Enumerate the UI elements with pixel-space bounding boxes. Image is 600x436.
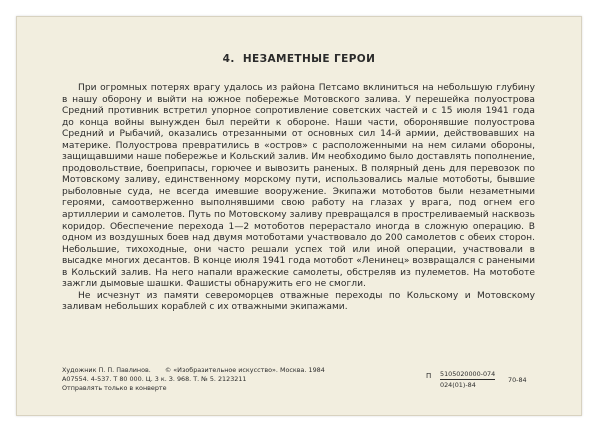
print-info: А07554. 4-537. Т 80 000. Ц. 3 к. З. 968. Т. № 5. 2123211: [62, 375, 247, 383]
code-top: 5105020000-074: [440, 370, 496, 378]
heading-title: НЕЗАМЕТНЫЕ ГЕРОИ: [242, 53, 376, 65]
heading: [17, 53, 581, 65]
heading-number: 4.: [222, 53, 235, 65]
code-letter: П: [426, 372, 432, 380]
artist-credit: Художник П. П. Павлинов.: [62, 366, 151, 374]
paragraph-1: При огромных потерях врагу удалось из района Петсамо вклиниться на небольшую глубину в нашу оборону и выйти на южное побережье Мотовского залива. У перешейка полуострова Средний противник встретил упорное сопротивление советских частей и с 15 июля 1941 года до конца войны вынужден был перейти к обороне. Наши части, оборонявшие полуострова Средний и Рыбачий, оказались отрезанными от основных сил 14-й армии, действовавших на материке. Полуострова превратились в «остров» с расположенными на нем силами обороны, защищавшими наше побережье и Кольский залив. Им необходимо было доставлять пополнение, продовольствие, боеприпасы, горючее и вывозить раненых. В полярный день для перевозок по Мотовскому заливу, единственному морскому пути, использовались малые мотоботы, бывшие рыболовные суда, не всегда имевшие вооружение. Экипажи мотоботов были незаметными героями, самоотверженно выполнявшими свою работу на глазах у врага, под огнем его артиллерии и самолетов. Путь по Мотовскому заливу превращался в простреливаемый насквозь коридор. Обеспечение перехода 1—2 мотоботов перерастало иногда в сложную операцию. В одном из воздушных боев над двумя мотоботами участвовало до 200 самолетов с обеих сторон. Небольшие, тихоходные, они часто решали успех той или иной операции, участвовали в высадке многих десантов. В конце июля 1941 года мотобот «Ленинец» возвращался с ранеными в Кольский залив. На него напали вражеские самолеты, обстреляв из пулеметов. На мотоботе зажгли дымовые шашки. Фашисты обнаружить его не смогли.: [62, 83, 535, 290]
body-text: [62, 83, 535, 314]
postcard-back: [16, 16, 582, 416]
code-right: 70-84: [508, 376, 527, 384]
paragraph-2: Не исчезнут из памяти североморцев отважные переходы по Кольскому и Мотовскому заливам небольших кораблей с их отважными экипажами.: [62, 290, 535, 313]
publisher-credit: © «Изобразительное искусство». Москва. 1984: [164, 366, 325, 374]
mailing-note: Отправлять только в конверте: [62, 384, 167, 392]
code-bottom: 024(01)-84: [440, 381, 476, 389]
